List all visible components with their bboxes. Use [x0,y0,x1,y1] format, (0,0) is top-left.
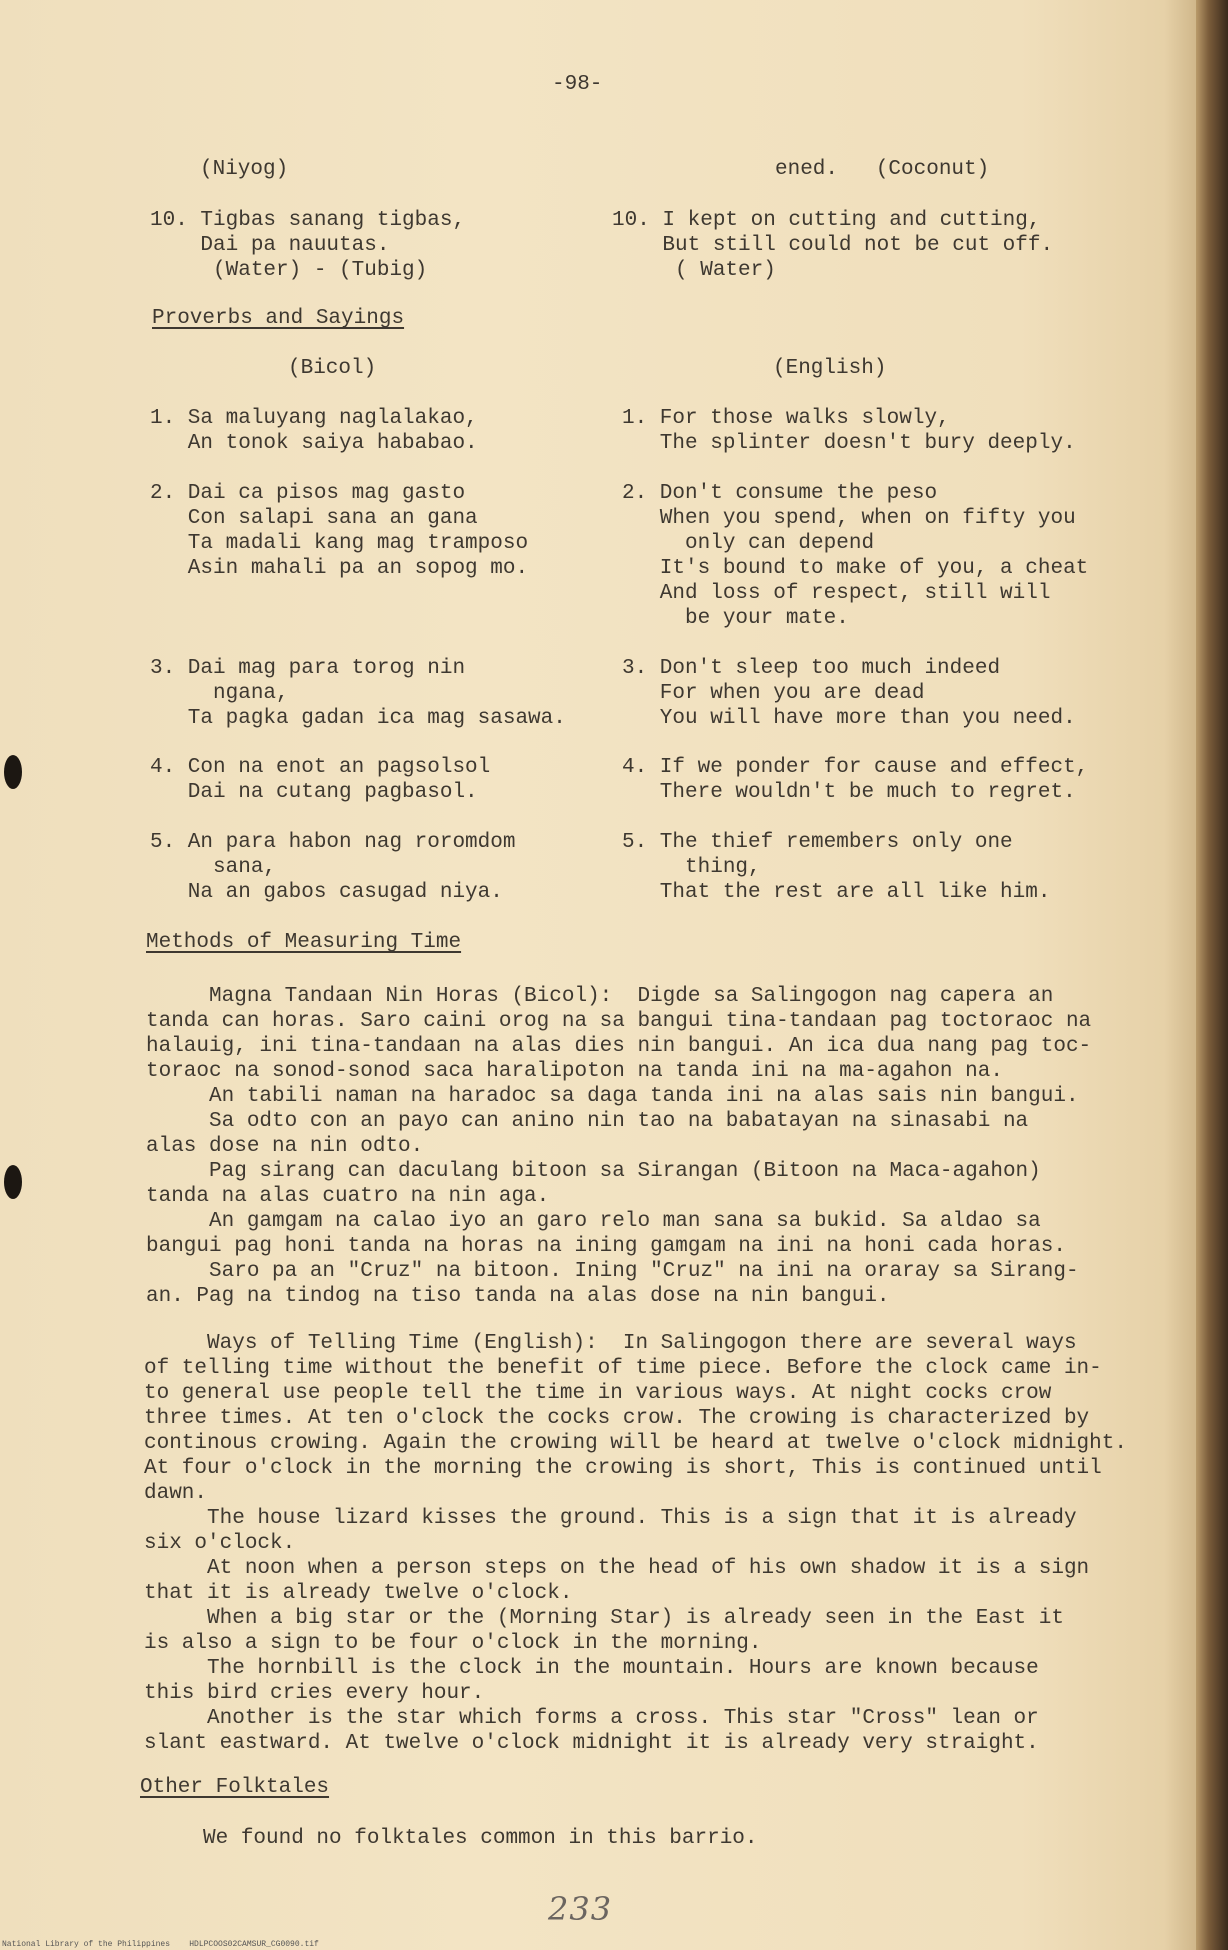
verse-line: 1. Sa maluyang naglalakao, [150,407,478,430]
folktales-heading: Other Folktales [140,1776,330,1799]
verse-line: 1. For those walks slowly, [622,407,950,430]
text-line: slant eastward. At twelve o'clock midnight it is already very straight. [144,1732,1039,1755]
verse-line: When you spend, when on fifty you [622,507,1076,530]
text-line: dawn. [144,1482,208,1505]
verse-line: Dai pa nauutas. [150,234,390,257]
verse-line: An tonok saiya hababao. [150,432,478,455]
text-line: tanda na alas cuatro na nin aga. [146,1185,550,1208]
methods-bicol-paragraphs [146,984,1091,1309]
text-line: An gamgam na calao iyo an garo relo man sana sa bukid. Sa aldao sa [146,1210,1041,1233]
text-line: tanda can horas. Saro caini orog na sa bangui tina-tandaan pag toctoraoc na [146,1010,1092,1033]
verse-line: 4. Con na enot an pagsolsol [150,756,491,779]
text-line: The house lizard kisses the ground. This is a sign that it is already [144,1507,1077,1530]
punch-hole [4,755,22,789]
text-line: continous crowing. Again the crowing will be heard at twelve o'clock midnight. [144,1432,1127,1455]
proverb-english-5 [622,830,1050,905]
proverb-english-1 [622,406,1076,456]
proverb-bicol-5 [150,830,515,905]
text-line: six o'clock. [144,1532,296,1555]
verse-line: Ta madali kang mag tramposo [150,532,529,555]
verse-line: Ta pagka gadan ica mag sasawa. [150,707,566,730]
page-number: -98- [552,73,603,96]
verse-line: That the rest are all like him. [622,881,1051,904]
verse-line: The splinter doesn't bury deeply. [622,432,1076,455]
verse-line: thing, [622,856,761,879]
text-line: this bird cries every hour. [144,1682,485,1705]
text-line: halauig, ini tina-tandaan na alas dies nin bangui. An ica dua nang pag toc- [146,1035,1092,1058]
proverb-bicol-1 [150,406,478,456]
proverb-english-2 [622,481,1088,631]
text-line: Pag sirang can daculang bitoon sa Sirangan (Bitoon na Maca-agahon) [146,1160,1041,1183]
verse-line: 10. I kept on cutting and cutting, [612,209,1041,232]
text-line: An tabili naman na haradoc sa daga tanda ini na alas sais nin bangui. [146,1085,1079,1108]
page-edge [1196,0,1228,1950]
verse-line: And loss of respect, still will [622,582,1051,605]
verse-line: 2. Dai ca pisos mag gasto [150,482,466,505]
proverb-english-3 [622,656,1076,731]
text-line: Magna Tandaan Nin Horas (Bicol): Digde sa Salingogon nag capera an [146,985,1054,1008]
verse-line: 5. An para habon nag roromdom [150,831,516,854]
methods-heading: Methods of Measuring Time [146,931,462,954]
proverb-bicol-4 [150,755,490,805]
verse-line: For when you are dead [622,682,925,705]
text-line: Ways of Telling Time (English): In Salingogon there are several ways [144,1332,1077,1355]
verse-line: There wouldn't be much to regret. [622,781,1076,804]
verse-line: 2. Don't consume the peso [622,482,938,505]
text-line: alas dose na nin odto. [146,1135,424,1158]
verse-line: You will have more than you need. [622,707,1076,730]
text-line: that it is already twelve o'clock. [144,1582,573,1605]
text-line: Another is the star which forms a cross. This star "Cross" lean or [144,1707,1039,1730]
riddle-answer-english: ened. (Coconut) [775,158,990,181]
column-heading-english: (English) [773,357,887,380]
riddle-10-bicol [150,208,465,283]
handwritten-page-number: 233 [548,1890,613,1928]
verse-line: 3. Don't sleep too much indeed [622,657,1001,680]
archive-footer: National Library of the Philippines HDLPCOOS02CAMSUR_CG0090.tif [2,1940,319,1949]
text-line: is also a sign to be four o'clock in the morning. [144,1632,762,1655]
verse-line: It's bound to make of you, a cheat [622,557,1089,580]
verse-line: 10. Tigbas sanang tigbas, [150,209,466,232]
proverb-bicol-2 [150,481,528,581]
verse-line: Con salapi sana an gana [150,507,478,530]
text-line: to general use people tell the time in various ways. At night cocks crow [144,1382,1052,1405]
proverb-bicol-3 [150,656,566,731]
verse-line: But still could not be cut off. [612,234,1054,257]
text-line: The hornbill is the clock in the mountain. Hours are known because [144,1657,1039,1680]
verse-line: sana, [150,856,277,879]
text-line: Sa odto con an payo can anino nin tao na babatayan na sinasabi na [146,1110,1029,1133]
text-line: an. Pag na tindog na tiso tanda na alas dose na nin bangui. [146,1285,890,1308]
punch-hole [4,1165,22,1199]
verse-line: ( Water) [612,259,776,282]
text-line: bangui pag honi tanda na horas na ining gamgam na ini na honi cada horas. [146,1235,1066,1258]
text-line: At noon when a person steps on the head of his own shadow it is a sign [144,1557,1090,1580]
text-line: When a big star or the (Morning Star) is already seen in the East it [144,1607,1064,1630]
methods-english-paragraphs [144,1331,1127,1756]
verse-line: 4. If we ponder for cause and effect, [622,756,1089,779]
riddle-10-english [612,208,1053,283]
text-line: three times. At ten o'clock the cocks crow. The crowing is characterized by [144,1407,1090,1430]
proverb-english-4 [622,755,1088,805]
text-line: Saro pa an "Cruz" na bitoon. Ining "Cruz" na ini na oraray sa Sirang- [146,1260,1079,1283]
verse-line: be your mate. [622,607,849,630]
column-heading-bicol: (Bicol) [288,357,377,380]
proverbs-heading: Proverbs and Sayings [152,307,405,330]
text-line: At four o'clock in the morning the crowing is short, This is continued until [144,1457,1102,1480]
text-line: toraoc na sonod-sonod saca haralipoton na tanda ini na ma-agahon na. [146,1060,1003,1083]
riddle-answer-bicol: (Niyog) [200,158,289,181]
verse-line: only can depend [622,532,875,555]
verse-line: (Water) - (Tubig) [150,259,428,282]
verse-line: Dai na cutang pagbasol. [150,781,478,804]
verse-line: Na an gabos casugad niya. [150,881,503,904]
verse-line: 3. Dai mag para torog nin [150,657,466,680]
verse-line: 5. The thief remembers only one [622,831,1013,854]
verse-line: ngana, [150,682,289,705]
text-line: of telling time without the benefit of time piece. Before the clock came in- [144,1357,1102,1380]
folktales-text: We found no folktales common in this barrio. [140,1827,758,1850]
verse-line: Asin mahali pa an sopog mo. [150,557,529,580]
